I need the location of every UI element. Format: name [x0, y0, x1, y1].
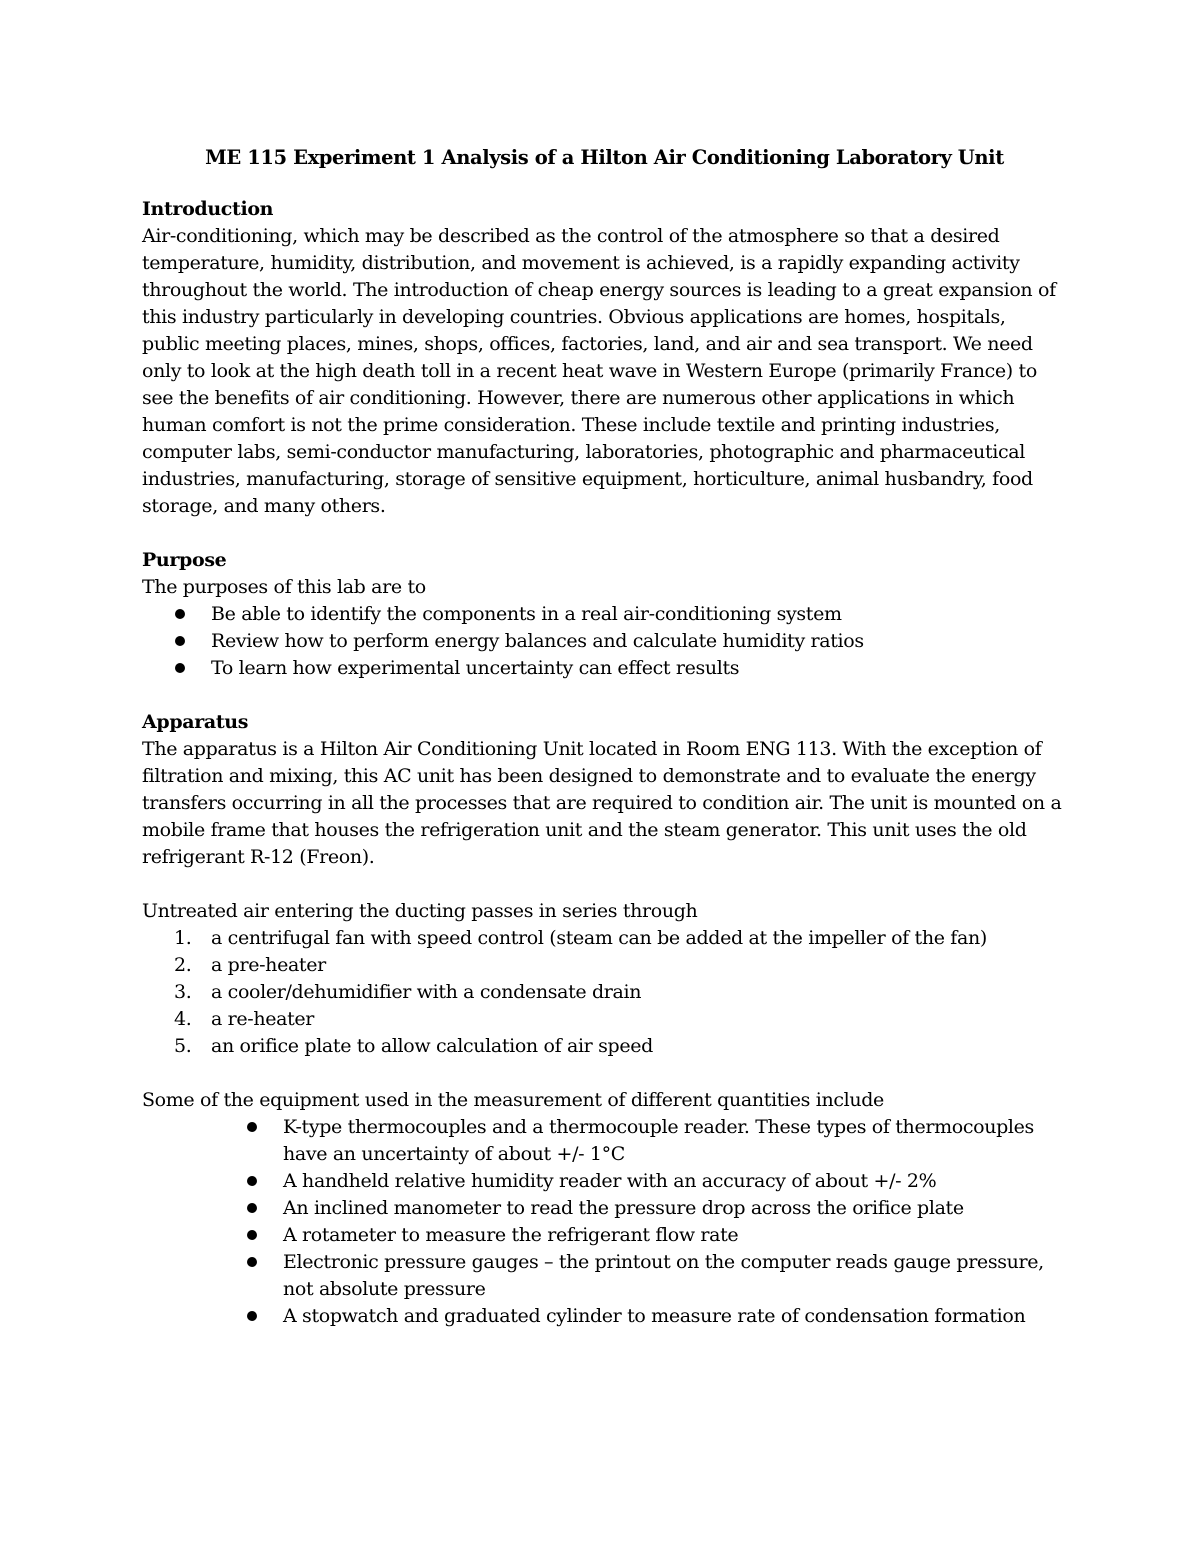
bullet-icon: [247, 1176, 257, 1186]
list-number: 5.: [174, 1035, 192, 1057]
list-item-text: Be able to identify the components in a real air-conditioning system: [211, 603, 842, 625]
list-item: [142, 979, 1067, 1006]
purpose-heading: Purpose: [142, 549, 227, 571]
list-number: 1.: [174, 927, 192, 949]
list-item-text: a re-heater: [211, 1008, 315, 1030]
list-item: [142, 601, 1067, 628]
bullet-icon: [247, 1311, 257, 1321]
list-item: [142, 1114, 1067, 1168]
series-section: [142, 898, 1067, 1060]
list-number: 3.: [174, 981, 192, 1003]
list-item: [142, 655, 1067, 682]
bullet-icon: [175, 609, 185, 619]
bullet-icon: [247, 1122, 257, 1132]
list-item-text: Review how to perform energy balances and calculate humidity ratios: [211, 630, 864, 652]
list-number: 4.: [174, 1008, 192, 1030]
document-page: [142, 146, 1067, 1330]
purpose-lead: The purposes of this lab are to: [142, 576, 426, 598]
list-item: [142, 925, 1067, 952]
apparatus-section: [142, 709, 1067, 871]
bullet-icon: [175, 663, 185, 673]
list-item-text: a cooler/dehumidifier with a condensate drain: [211, 981, 642, 1003]
list-item-text: A handheld relative humidity reader with an accuracy of about +/- 2%: [283, 1170, 937, 1192]
list-item-text: An inclined manometer to read the pressure drop across the orifice plate: [283, 1197, 964, 1219]
purpose-section: [142, 547, 1067, 682]
list-item-text: K-type thermocouples and a thermocouple reader. These types of thermocouples have an uncertainty of about +/- 1°C: [283, 1116, 1034, 1165]
list-item-text: an orifice plate to allow calculation of air speed: [211, 1035, 653, 1057]
list-item: [142, 952, 1067, 979]
list-item: [142, 628, 1067, 655]
bullet-icon: [247, 1257, 257, 1267]
list-item: [142, 1195, 1067, 1222]
apparatus-heading: Apparatus: [142, 711, 249, 733]
document-title: ME 115 Experiment 1 Analysis of a Hilton Air Conditioning Laboratory Unit: [205, 146, 1004, 169]
list-item-text: Electronic pressure gauges – the printout on the computer reads gauge pressure, not absolute pressure: [283, 1251, 1044, 1300]
list-item: [142, 1222, 1067, 1249]
equipment-lead: Some of the equipment used in the measurement of different quantities include: [142, 1089, 884, 1111]
list-item: [142, 1033, 1067, 1060]
list-item-text: a centrifugal fan with speed control (steam can be added at the impeller of the fan): [211, 927, 987, 949]
introduction-section: [142, 196, 1067, 520]
equipment-list: [142, 1114, 1067, 1330]
bullet-icon: [175, 636, 185, 646]
list-item: [142, 1168, 1067, 1195]
list-item: [142, 1249, 1067, 1303]
introduction-heading: Introduction: [142, 198, 274, 220]
list-item: [142, 1303, 1067, 1330]
list-item-text: a pre-heater: [211, 954, 326, 976]
apparatus-body: The apparatus is a Hilton Air Conditioning Unit located in Room ENG 113. With the exception of filtration and mixing, this AC unit has been designed to demonstrate and to evaluate the energy transfers occurring in all the processes that are required to condition air. The unit is mounted on a mobile frame that houses the refrigeration unit and the steam generator. This unit uses the old refrigerant R-12 (Freon).: [142, 738, 1062, 868]
list-item-text: A rotameter to measure the refrigerant flow rate: [283, 1224, 739, 1246]
series-lead: Untreated air entering the ducting passes in series through: [142, 900, 698, 922]
equipment-section: [142, 1087, 1067, 1330]
introduction-body: Air-conditioning, which may be described as the control of the atmosphere so that a desired temperature, humidity, distribution, and movement is achieved, is a rapidly expanding activity throughout the world. The introduction of cheap energy sources is leading to a great expansion of this industry particularly in developing countries. Obvious applications are homes, hospitals, public meeting places, mines, shops, offices, factories, land, and air and sea transport. We need only to look at the high death toll in a recent heat wave in Western Europe (primarily France) to see the benefits of air conditioning. However, there are numerous other applications in which human comfort is not the prime consideration. These include textile and printing industries, computer labs, semi-conductor manufacturing, laboratories, photographic and pharmaceutical industries, manufacturing, storage of sensitive equipment, horticulture, animal husbandry, food storage, and many others.: [142, 225, 1056, 517]
list-number: 2.: [174, 954, 192, 976]
list-item-text: A stopwatch and graduated cylinder to measure rate of condensation formation: [283, 1305, 1026, 1327]
bullet-icon: [247, 1203, 257, 1213]
series-list: [142, 925, 1067, 1060]
bullet-icon: [247, 1230, 257, 1240]
purpose-list: [142, 601, 1067, 682]
list-item: [142, 1006, 1067, 1033]
list-item-text: To learn how experimental uncertainty can effect results: [211, 657, 740, 679]
